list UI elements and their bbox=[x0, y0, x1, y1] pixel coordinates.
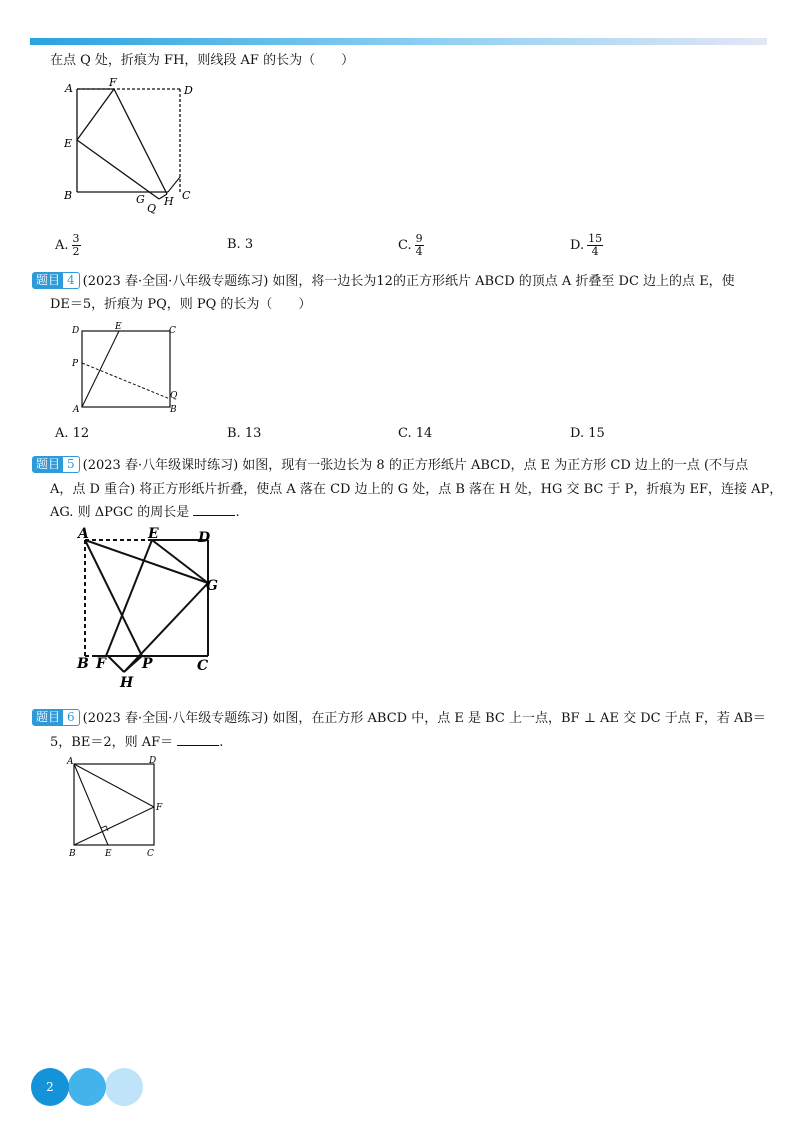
q3-option-d-fraction: $\frac{15}{4}$ bbox=[588, 232, 603, 258]
q5-label-a: A bbox=[78, 526, 89, 542]
q4-label-p: P bbox=[72, 359, 79, 369]
q4-label-a: A bbox=[73, 405, 80, 414]
q3-option-c-label: C. bbox=[398, 238, 412, 253]
q3-option-c[interactable] bbox=[398, 233, 424, 258]
q6-tag: 题目 6 bbox=[32, 709, 80, 726]
q3-option-d-label: D. bbox=[570, 238, 585, 253]
q3-label-a: A bbox=[65, 82, 73, 95]
q3-option-a-label: A. bbox=[55, 238, 69, 253]
q4-line-2: DE＝5，折痕为 PQ，则 PQ 的长为（ ） bbox=[50, 297, 312, 312]
q3-option-a-fraction: $\frac{3}{2}$ bbox=[72, 232, 80, 258]
q4-option-b[interactable]: B. 13 bbox=[227, 426, 262, 441]
q6-answer-blank[interactable] bbox=[177, 733, 219, 746]
q5-label-f: F bbox=[96, 656, 106, 672]
q4-figure bbox=[68, 322, 183, 414]
q5-label-b: B bbox=[77, 656, 89, 672]
q3-option-c-fraction: $\frac{9}{4}$ bbox=[415, 232, 423, 258]
q5-line-2: A，点 D 重合) 将正方形纸片折叠，使点 A 落在 CD 边上的 G 处，点 B 落在 H 处，HG 交 BC 于 P，折痕为 EF，连接 AP， bbox=[50, 482, 783, 497]
q3-label-q: Q bbox=[147, 202, 157, 215]
q4-label-d: D bbox=[72, 326, 80, 336]
q3-label-g: G bbox=[136, 193, 145, 206]
q5-line-3: AG. 则 ΔPGC 的周长是 . bbox=[50, 505, 240, 520]
q5-label-d: D bbox=[198, 530, 211, 546]
q3-label-d: D bbox=[184, 84, 193, 97]
q6-label-a: A bbox=[67, 757, 74, 767]
q3-label-h: H bbox=[164, 195, 174, 208]
q6-label-b: B bbox=[69, 849, 76, 859]
page-number: 2 bbox=[31, 1068, 69, 1106]
q5-label-h: H bbox=[120, 675, 134, 691]
q3-label-e: E bbox=[64, 137, 73, 150]
q4-label-b: B bbox=[170, 405, 177, 414]
q6-line-1: 题目 6 (2023 春·全国·八年级专题练习) 如图，在正方形 ABCD 中，点 E 是 BC 上一点，BF ⊥ AE 交 DC 于点 F，若 AB＝ bbox=[50, 710, 766, 728]
q4-option-a[interactable]: A. 12 bbox=[55, 426, 90, 441]
page-dot-mid bbox=[68, 1068, 106, 1106]
page-indicator bbox=[30, 1068, 150, 1108]
q5-answer-blank[interactable] bbox=[193, 503, 235, 516]
q4-tag: 题目 4 bbox=[32, 272, 80, 289]
q5-label-c: C bbox=[197, 658, 209, 674]
header-accent-bar bbox=[30, 38, 767, 45]
q4-option-d[interactable]: D. 15 bbox=[570, 426, 605, 441]
q4-option-c[interactable]: C. 14 bbox=[398, 426, 433, 441]
q6-line-2: 5，BE＝2，则 AF＝ . bbox=[50, 735, 224, 750]
q4-label-e: E bbox=[115, 322, 122, 332]
q6-label-d: D bbox=[149, 756, 157, 766]
q3-option-d[interactable] bbox=[570, 233, 603, 258]
q4-label-q: Q bbox=[170, 391, 178, 401]
page-dot-light bbox=[105, 1068, 143, 1106]
q6-label-f: F bbox=[156, 803, 163, 813]
q5-label-e: E bbox=[148, 526, 159, 542]
q3-label-b: B bbox=[64, 189, 73, 202]
q3-option-a[interactable] bbox=[55, 233, 81, 258]
q3-label-c: C bbox=[182, 189, 191, 202]
q4-line-1: 题目 4 (2023 春·全国·八年级专题练习) 如图，将一边长为12的正方形纸片 ABCD 的顶点 A 折叠至 DC 边上的点 E，使 bbox=[50, 273, 735, 291]
q3-option-b[interactable]: B. 3 bbox=[227, 237, 254, 252]
q5-label-g: G bbox=[206, 578, 218, 594]
q6-label-c: C bbox=[147, 849, 154, 859]
q5-tag: 题目 5 bbox=[32, 456, 80, 473]
q3-label-f: F bbox=[109, 76, 117, 89]
q6-figure bbox=[62, 752, 177, 864]
q6-label-e: E bbox=[105, 849, 112, 859]
q5-figure bbox=[72, 526, 232, 691]
q5-line-1: 题目 5 (2023 春·八年级课时练习) 如图，现有一张边长为 8 的正方形纸片 ABCD，点 E 为正方形 CD 边上的一点 (不与点 bbox=[50, 457, 748, 475]
q3-figure bbox=[55, 75, 205, 220]
q4-label-c: C bbox=[169, 326, 176, 336]
q5-label-p: P bbox=[142, 656, 153, 672]
q3-text: 在点 Q 处，折痕为 FH，则线段 AF 的长为（ ） bbox=[50, 53, 355, 68]
